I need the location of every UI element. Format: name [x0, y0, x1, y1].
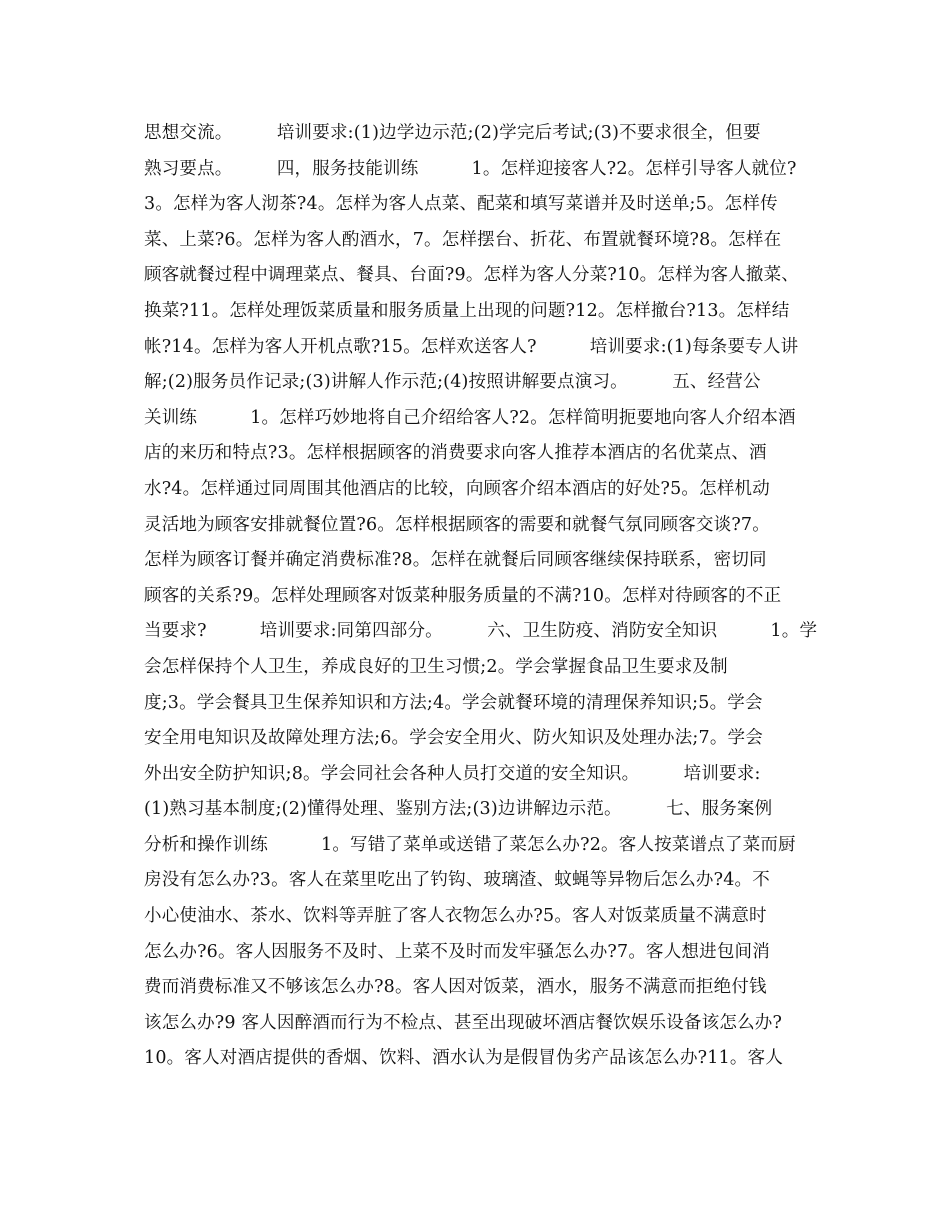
- text-line: 顾客的关系?9。怎样处理顾客对饭菜种服务质量的不满?10。怎样对待顾客的不正: [144, 585, 782, 606]
- text-line: 当要求? 培训要求:同第四部分。 六、卫生防疫、消防安全知识 1。学: [144, 621, 818, 642]
- text-line: 3。怎样为客人沏茶?4。怎样为客人点菜、配菜和填写菜谱并及时送单;5。怎样传: [144, 194, 778, 215]
- text-line: 灵活地为顾客安排就餐位置?6。怎样根据顾客的需要和就餐气氛同顾客交谈?7。: [144, 514, 770, 535]
- text-line: 小心使油水、茶水、饮料等弄脏了客人衣物怎么办?5。客人对饭菜质量不满意时: [144, 906, 767, 927]
- text-line: 思想交流。 培训要求:(1)边学边示范;(2)学完后考试;(3)不要求很全，但要: [144, 123, 761, 143]
- text-line: 顾客就餐过程中调理菜点、餐具、台面?9。怎样为客人分菜?10。怎样为客人撤菜、: [144, 265, 799, 286]
- text-line: 安全用电知识及故障处理方法;6。学会安全用火、防火知识及处理办法;7。学会: [144, 728, 763, 749]
- text-line: 分析和操作训练 1。写错了菜单或送错了菜怎么办?2。客人按菜谱点了菜而厨: [144, 834, 796, 855]
- document-body: [144, 116, 824, 1077]
- text-line: 房没有怎么办?3。客人在菜里吃出了钓钩、玻璃渣、蚊蝇等异物后怎么办?4。不: [144, 870, 770, 891]
- text-line: 解;(2)服务员作记录;(3)讲解人作示范;(4)按照讲解要点演习。 五、经营公: [144, 372, 761, 393]
- text-line: 10。客人对酒店提供的香烟、饮料、酒水认为是假冒伪劣产品该怎么办?11。客人: [144, 1048, 784, 1069]
- text-line: 怎样为顾客订餐并确定消费标准?8。怎样在就餐后同顾客继续保持联系，密切同: [144, 550, 767, 571]
- text-line: 菜、上菜?6。怎样为客人酌酒水，7。怎样摆台、折花、布置就餐环境?8。怎样在: [144, 229, 782, 250]
- text-line: 度;3。学会餐具卫生保养知识和方法;4。学会就餐环境的清理保养知识;5。学会: [144, 692, 763, 713]
- text-line: 水?4。怎样通过同周围其他酒店的比较，向顾客介绍本酒店的好处?5。怎样机动: [144, 478, 770, 499]
- text-line: 会怎样保持个人卫生，养成良好的卫生习惯;2。学会掌握食品卫生要求及制: [144, 656, 728, 677]
- text-line: 帐?14。怎样为客人开机点歌?15。怎样欢送客人? 培训要求:(1)每条要专人讲: [144, 336, 799, 357]
- text-line: 外出安全防护知识;8。学会同社会各种人员打交道的安全知识。 培训要求:: [144, 763, 761, 784]
- text-line: 换菜?11。怎样处理饭菜质量和服务质量上出现的问题?12。怎样撤台?13。怎样结: [144, 300, 790, 321]
- text-line: 店的来历和特点?3。怎样根据顾客的消费要求向客人推荐本酒店的名优菜点、酒: [144, 443, 767, 464]
- text-line: 熟习要点。 四，服务技能训练 1。怎样迎接客人?2。怎样引导客人就位?: [144, 158, 797, 179]
- text-line: 关训练 1。怎样巧妙地将自己介绍给客人?2。怎样简明扼要地向客人介绍本酒: [144, 407, 796, 428]
- text-line: 该怎么办?9 客人因醉酒而行为不检点、甚至出现破坏酒店餐饮娱乐设备该怎么办?: [144, 1012, 783, 1033]
- text-line: 费而消费标准又不够该怎么办?8。客人因对饭菜，酒水，服务不满意而拒绝付钱: [144, 977, 767, 998]
- text-line: 怎么办?6。客人因服务不及时、上菜不及时而发牢骚怎么办?7。客人想进包间消: [144, 941, 770, 962]
- text-line: (1)熟习基本制度;(2)懂得处理、鉴别方法;(3)边讲解边示范。 七、服务案例: [144, 799, 773, 820]
